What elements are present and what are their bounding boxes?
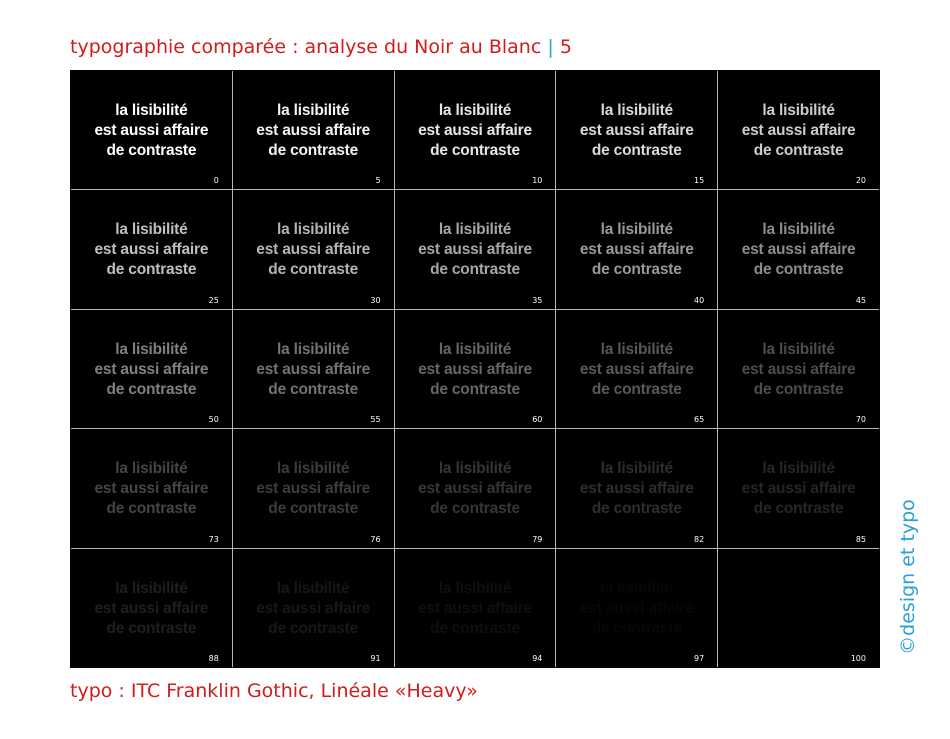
gray-percent-label: 40 — [694, 295, 705, 305]
sample-text-line: la lisibilité — [115, 221, 188, 239]
gray-percent-label: 25 — [208, 295, 219, 305]
contrast-cell — [556, 310, 717, 428]
sample-text-line: est aussi affaire — [418, 241, 532, 259]
sample-text-line: la lisibilité — [762, 221, 835, 239]
contrast-cell — [395, 71, 556, 189]
contrast-cell — [71, 71, 232, 189]
sample-text-line: de contraste — [430, 142, 520, 159]
sample-text-line: est aussi affaire — [418, 360, 532, 378]
sample-text — [718, 459, 879, 519]
sample-text-line: de contraste — [430, 500, 520, 518]
gray-percent-label: 94 — [532, 654, 543, 663]
contrast-cell — [71, 549, 232, 667]
sample-text — [71, 340, 232, 400]
sample-text — [233, 220, 394, 280]
contrast-cell — [556, 71, 717, 189]
sample-text-line: la lisibilité — [115, 102, 188, 119]
sample-text-line: de contraste — [591, 619, 682, 637]
sample-text-line: de contraste — [268, 142, 359, 159]
contrast-cell — [71, 190, 232, 308]
title-text: typographie comparée : analyse du Noir au Blanc — [70, 36, 542, 58]
sample-text-line: la lisibilité — [115, 340, 188, 358]
sample-text-line: de contraste — [106, 500, 197, 518]
gray-percent-label: 45 — [855, 295, 866, 305]
sample-text — [395, 340, 556, 400]
sample-text-line: est aussi affaire — [579, 599, 694, 617]
sample-text-line: de contraste — [268, 500, 359, 518]
sample-text-line: est aussi affaire — [256, 360, 371, 378]
sample-text-line: la lisibilité — [600, 102, 673, 119]
sample-text-line: la lisibilité — [600, 340, 673, 358]
sample-text-line: la lisibilité — [600, 460, 673, 478]
gray-percent-label: 10 — [532, 176, 543, 186]
sample-text — [718, 101, 879, 161]
sample-text-line: la lisibilité — [600, 579, 673, 597]
sample-text-line: la lisibilité — [438, 460, 512, 478]
sample-text-line: de contraste — [268, 619, 359, 637]
gray-percent-label: 73 — [208, 534, 219, 544]
sample-text-line: de contraste — [591, 500, 682, 518]
sample-text-line: la lisibilité — [277, 340, 350, 358]
sample-text-line: est aussi affaire — [741, 360, 856, 378]
sample-text-line: de contraste — [753, 261, 844, 279]
contrast-cell — [233, 190, 394, 308]
sample-text-line: est aussi affaire — [579, 241, 694, 259]
sample-text-line: est aussi affaire — [579, 360, 694, 378]
contrast-cell — [718, 549, 879, 667]
sample-text-line: la lisibilité — [115, 460, 188, 478]
sample-text — [556, 579, 717, 639]
gray-percent-label: 82 — [694, 534, 705, 544]
sample-text-line: de contraste — [430, 380, 520, 398]
sample-text — [395, 459, 556, 519]
contrast-cell — [233, 310, 394, 428]
sample-text-line: de contraste — [753, 619, 844, 637]
gray-percent-label: 85 — [855, 534, 866, 544]
sample-text — [71, 459, 232, 519]
gray-percent-label: 100 — [850, 654, 866, 663]
sample-text-line: est aussi affaire — [741, 122, 856, 139]
sample-text — [556, 101, 717, 161]
sample-text — [718, 220, 879, 280]
contrast-cell — [718, 190, 879, 308]
sample-text-line: est aussi affaire — [94, 599, 209, 617]
sample-text — [71, 101, 232, 161]
sample-text — [233, 579, 394, 639]
sample-text-line: de contraste — [430, 619, 520, 637]
sample-text-line: la lisibilité — [762, 102, 835, 119]
sample-text-line: de contraste — [753, 142, 844, 159]
sample-text-line: la lisibilité — [762, 340, 835, 358]
sample-text-line: de contraste — [106, 619, 197, 637]
sample-text — [233, 101, 394, 161]
contrast-cell — [718, 71, 879, 189]
sample-text — [233, 459, 394, 519]
sample-text-line: de contraste — [591, 142, 682, 159]
sample-text-line: de contraste — [106, 380, 197, 398]
sample-text-line: est aussi affaire — [256, 122, 371, 139]
gray-percent-label: 15 — [694, 176, 705, 186]
gray-percent-label: 79 — [532, 534, 543, 544]
gray-percent-label: 20 — [855, 176, 866, 186]
contrast-cell — [71, 310, 232, 428]
sample-text — [395, 579, 556, 639]
sample-text-line: est aussi affaire — [94, 480, 209, 498]
gray-percent-label: 76 — [370, 534, 381, 544]
sample-text-line: de contraste — [106, 261, 197, 279]
sample-text-line: de contraste — [268, 261, 359, 279]
gray-percent-label: 0 — [213, 176, 219, 186]
sample-text — [71, 579, 232, 639]
sample-text-line: la lisibilité — [277, 102, 350, 119]
sample-text-line: est aussi affaire — [418, 480, 532, 498]
sample-text-line: est aussi affaire — [741, 241, 856, 259]
gray-percent-label: 88 — [208, 654, 219, 663]
contrast-cell — [233, 429, 394, 547]
sample-text — [233, 340, 394, 400]
contrast-cell — [395, 310, 556, 428]
contrast-cell — [395, 429, 556, 547]
sample-text-line: la lisibilité — [438, 340, 512, 358]
sample-text-line: de contraste — [430, 261, 520, 279]
sample-text — [718, 579, 879, 639]
contrast-cell — [233, 71, 394, 189]
sample-text-line: la lisibilité — [277, 460, 350, 478]
contrast-cell — [71, 429, 232, 547]
sample-text-line: de contraste — [268, 380, 359, 398]
gray-percent-label: 5 — [375, 176, 381, 186]
gray-percent-label: 55 — [370, 415, 381, 425]
contrast-cell — [718, 429, 879, 547]
sample-text-line: de contraste — [753, 500, 844, 518]
page-number: 5 — [559, 36, 572, 58]
sample-text-line: la lisibilité — [762, 460, 835, 478]
sample-text — [556, 459, 717, 519]
sample-text — [718, 340, 879, 400]
sample-text-line: la lisibilité — [277, 579, 350, 597]
gray-percent-label: 60 — [532, 415, 543, 425]
sample-text-line: est aussi affaire — [94, 122, 209, 139]
sample-text-line: est aussi affaire — [418, 599, 532, 617]
page-title — [70, 36, 572, 58]
sample-text-line: la lisibilité — [762, 579, 835, 597]
sample-text-line: de contraste — [591, 380, 682, 398]
sample-text-line: la lisibilité — [600, 221, 673, 239]
title-separator: | — [547, 36, 554, 58]
footer-typeface-note: typo : ITC Franklin Gothic, Linéale «Heavy» — [70, 680, 478, 702]
sample-text — [556, 220, 717, 280]
sample-text-line: est aussi affaire — [94, 241, 209, 259]
sample-text-line: est aussi affaire — [741, 480, 856, 498]
sample-text-line: de contraste — [106, 142, 197, 159]
copyright-credit: ©design et typo — [897, 499, 919, 655]
sample-text — [71, 220, 232, 280]
sample-text — [395, 220, 556, 280]
sample-text-line: la lisibilité — [115, 579, 188, 597]
sample-text — [395, 101, 556, 161]
gray-percent-label: 70 — [855, 415, 866, 425]
contrast-grid — [70, 70, 880, 668]
contrast-cell — [556, 190, 717, 308]
sample-text-line: la lisibilité — [438, 579, 512, 597]
gray-percent-label: 50 — [208, 415, 219, 425]
sample-text — [556, 340, 717, 400]
contrast-cell — [395, 549, 556, 667]
sample-text-line: est aussi affaire — [418, 122, 532, 139]
sample-text-line: la lisibilité — [438, 221, 512, 239]
gray-percent-label: 30 — [370, 295, 381, 305]
contrast-cell — [556, 549, 717, 667]
sample-text-line: est aussi affaire — [741, 599, 856, 617]
sample-text-line: de contraste — [591, 261, 682, 279]
sample-text-line: la lisibilité — [277, 221, 350, 239]
sample-text-line: est aussi affaire — [579, 480, 694, 498]
sample-text-line: est aussi affaire — [579, 122, 694, 139]
contrast-cell — [718, 310, 879, 428]
gray-percent-label: 91 — [370, 654, 381, 663]
gray-percent-label: 35 — [532, 295, 543, 305]
gray-percent-label: 65 — [694, 415, 705, 425]
sample-text-line: est aussi affaire — [256, 599, 371, 617]
sample-text-line: est aussi affaire — [94, 360, 209, 378]
gray-percent-label: 97 — [694, 654, 705, 663]
contrast-cell — [556, 429, 717, 547]
sample-text-line: est aussi affaire — [256, 241, 371, 259]
contrast-cell — [233, 549, 394, 667]
sample-text-line: de contraste — [753, 380, 844, 398]
sample-text-line: est aussi affaire — [256, 480, 371, 498]
sample-text-line: la lisibilité — [438, 102, 512, 119]
contrast-cell — [395, 190, 556, 308]
